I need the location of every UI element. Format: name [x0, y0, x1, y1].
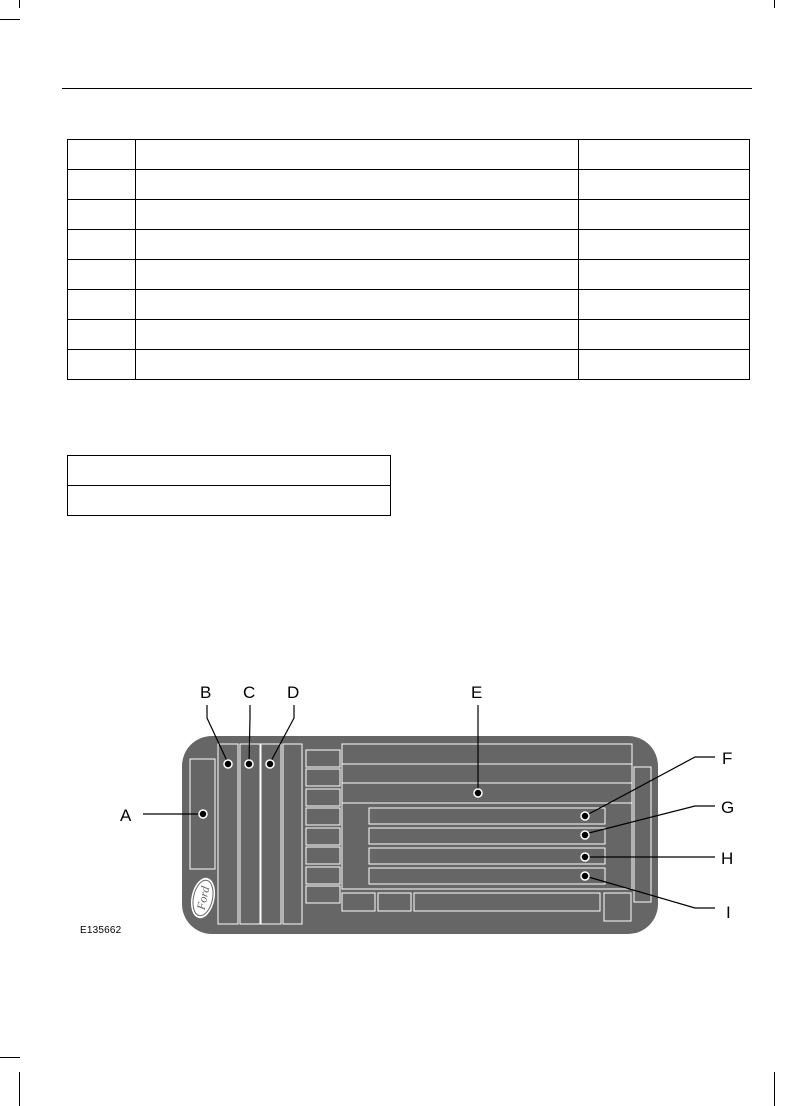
callout-label-d: D	[287, 683, 300, 702]
callout-label-a: A	[120, 806, 132, 825]
callout-label-c: C	[243, 683, 256, 702]
callout-label-f: F	[722, 749, 733, 768]
callout-dot-f	[581, 812, 589, 820]
callout-dot-d	[266, 760, 274, 768]
callout-label-b: B	[200, 683, 212, 702]
callout-label-e: E	[471, 683, 483, 702]
callout-label-i: I	[726, 903, 731, 922]
callout-label-g: G	[721, 798, 735, 817]
callout-dot-a	[199, 810, 207, 818]
callout-dot-b	[224, 760, 232, 768]
callout-dot-c	[245, 760, 253, 768]
figure-id: E135662	[80, 925, 122, 936]
callout-dot-e	[474, 789, 482, 797]
callout-label-h: H	[721, 849, 734, 868]
callout-dot-i	[581, 872, 589, 880]
callout-dot-g	[581, 831, 589, 839]
ford-logo-text: Ford	[193, 885, 213, 911]
callout-dot-h	[581, 853, 589, 861]
